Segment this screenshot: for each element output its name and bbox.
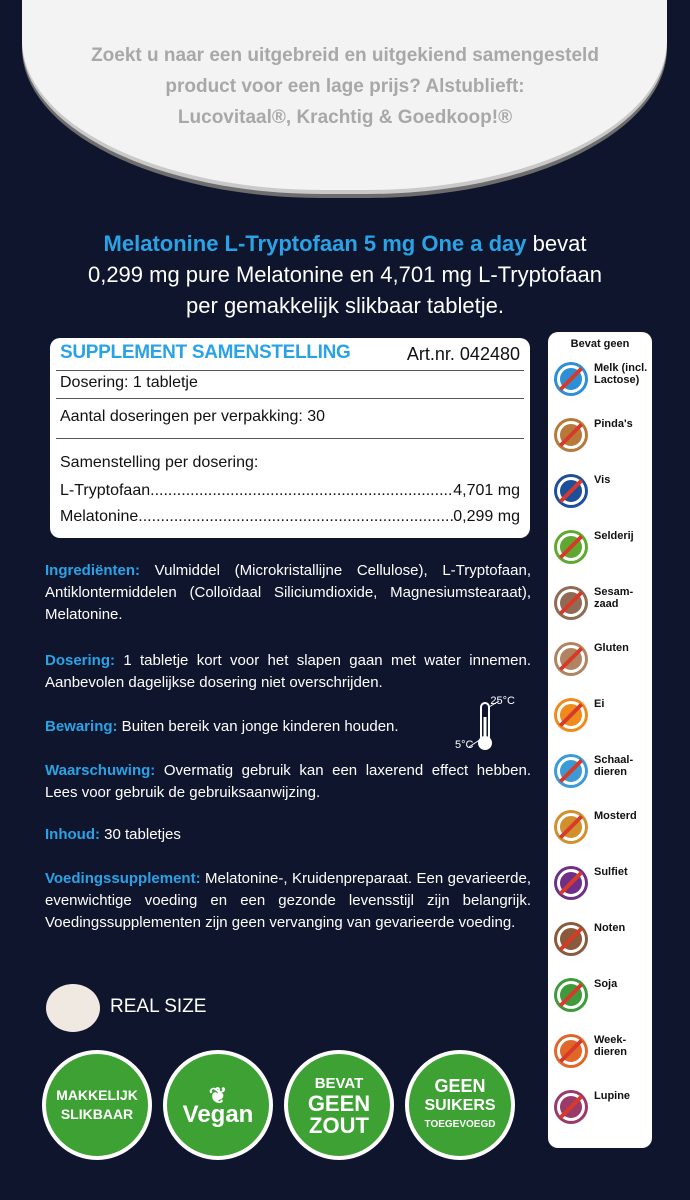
- slogan-line-2: product voor een lage prijs? Alstublieft:: [165, 76, 525, 97]
- section-text: 1 tabletje kort voor het slapen gaan met water innemen. Aanbevolen dagelijkse dosering niet overschrijden.: [45, 652, 531, 691]
- allergen-name: Selderij: [594, 530, 634, 542]
- headline-line-2: 0,299 mg pure Melatonine en 4,701 mg L-Tryptofaan: [87, 262, 603, 287]
- supplement-title: SUPPLEMENT SAMENSTELLING: [60, 342, 351, 363]
- leaf-icon: ❦: [208, 1083, 228, 1108]
- allergen-name: Ei: [594, 698, 605, 710]
- slogan: [40, 40, 650, 133]
- section-label: Voedingssupplement:: [45, 870, 201, 887]
- section-bewaring: [45, 716, 445, 738]
- allergen-crossed-icon: [554, 474, 588, 508]
- allergen-item: [554, 694, 650, 740]
- tablet-real-size-image: [46, 984, 100, 1032]
- section-text: Overmatig gebruik kan een laxerend effect hebben. Lees voor gebruik de gebruiksaanwijzing.: [45, 762, 531, 801]
- badge-makkelijk-slikbaar: [42, 1050, 152, 1160]
- thermometer-icon: [455, 695, 515, 755]
- allergen-crossed-icon: [554, 866, 588, 900]
- headline-line-3: per gemakkelijk slikbaar tabletje.: [186, 293, 504, 318]
- allergen-name: Schaal-dieren: [594, 754, 634, 778]
- slogan-line-3: Lucovitaal®, Krachtig & Goedkoop!®: [177, 107, 513, 128]
- allergen-item: [554, 806, 650, 852]
- allergen-name: Soja: [594, 978, 618, 990]
- allergen-item: [554, 750, 650, 796]
- allergen-name: Gluten: [594, 642, 629, 654]
- allergen-name: Mosterd: [594, 810, 637, 822]
- dot-leader: [138, 508, 453, 526]
- badge-line: GEEN: [307, 1090, 371, 1116]
- badge-line: GEEN: [434, 1075, 486, 1096]
- section-text: Buiten bereik van jonge kinderen houden.: [117, 718, 399, 735]
- badge-line: SLIKBAAR: [60, 1106, 134, 1122]
- badge-line: ZOUT: [309, 1112, 369, 1138]
- allergen-crossed-icon: [554, 754, 588, 788]
- allergen-crossed-icon: [554, 362, 588, 396]
- composition-name: Melatonine: [60, 508, 139, 525]
- temp-high: 25°C: [490, 695, 515, 707]
- allergen-name: Noten: [594, 922, 626, 934]
- composition-value: 0,299 mg: [453, 508, 520, 525]
- section-waarschuwing: [45, 760, 531, 804]
- divider: [56, 398, 524, 399]
- badge-line: TOEGEVOEGD: [424, 1118, 496, 1130]
- allergen-crossed-icon: [554, 586, 588, 620]
- allergen-item: [554, 526, 650, 572]
- section-text: Vulmiddel (Microkristallijne Cellulose), L-Tryptofaan, Antiklontermiddelen (Colloïdaal Siliciumdioxide, Magnesiumstearaat), Melatonine.: [45, 562, 531, 623]
- allergen-crossed-icon: [554, 978, 588, 1012]
- allergen-item: [554, 470, 650, 516]
- allergen-crossed-icon: [554, 530, 588, 564]
- allergen-name: Melk (incl. Lactose): [594, 362, 648, 386]
- allergen-name: Vis: [594, 474, 611, 486]
- allergen-crossed-icon: [554, 698, 588, 732]
- allergen-crossed-icon: [554, 1034, 588, 1068]
- badge-line: MAKKELIJK: [56, 1087, 138, 1103]
- product-name: Melatonine L-Tryptofaan 5 mg One a day: [103, 231, 527, 256]
- allergen-item: [554, 358, 650, 404]
- section-inhoud: [45, 824, 531, 846]
- product-headline: [20, 228, 670, 321]
- badge-bevat-geen-zout: [284, 1050, 394, 1160]
- allergen-name: Lupine: [594, 1090, 631, 1102]
- section-dosering: [45, 650, 531, 694]
- article-number: Art.nr. 042480: [406, 344, 520, 364]
- allergen-name: Sulfiet: [594, 866, 628, 878]
- divider: [56, 438, 524, 439]
- allergen-crossed-icon: [554, 642, 588, 676]
- section-label: Waarschuwing:: [45, 762, 156, 779]
- supplement-box: [50, 338, 530, 538]
- dosering-line: Dosering: 1 tabletje: [60, 374, 198, 391]
- allergen-header: Bevat geen: [570, 338, 630, 350]
- allergen-crossed-icon: [554, 418, 588, 452]
- badge-line: SUIKERS: [424, 1096, 496, 1114]
- allergen-item: [554, 918, 650, 964]
- supplement-title-row: [60, 342, 528, 370]
- allergen-item: [554, 862, 650, 908]
- divider: [56, 370, 524, 371]
- allergen-item: [554, 974, 650, 1020]
- allergen-crossed-icon: [554, 1090, 588, 1124]
- slogan-line-1: Zoekt u naar een uitgebreid en uitgekiend samengesteld: [91, 45, 599, 66]
- real-size-label: REAL SIZE: [110, 996, 207, 1017]
- allergen-crossed-icon: [554, 810, 588, 844]
- section-label: Ingrediënten:: [45, 562, 141, 579]
- section-text: 30 tabletjes: [99, 826, 181, 843]
- allergen-crossed-icon: [554, 922, 588, 956]
- aantal-line: Aantal doseringen per verpakking: 30: [60, 408, 326, 425]
- allergen-item: [554, 1086, 650, 1132]
- badge-geen-suikers: [405, 1050, 515, 1160]
- section-label: Bewaring:: [45, 718, 118, 735]
- allergen-name: Pinda's: [594, 418, 633, 430]
- allergen-name: Week-dieren: [594, 1034, 628, 1058]
- section-label: Inhoud:: [45, 826, 100, 843]
- section-voedingssupplement: [45, 868, 531, 934]
- badge-line: Vegan: [182, 1101, 254, 1128]
- section-text: Melatonine-, Kruidenpreparaat. Een gevarieerde, evenwichtige voeding en een gezonde levensstijl zijn belangrijk. Voedingssupplementen zijn geen vervanging van gevarieerde voeding.: [45, 870, 531, 931]
- section-label: Dosering:: [45, 652, 116, 669]
- allergen-item: [554, 638, 650, 684]
- samenstelling-line: Samenstelling per dosering:: [60, 454, 259, 471]
- allergen-item: [554, 582, 650, 628]
- composition-value: 4,701 mg: [453, 482, 520, 499]
- headline-bevat: bevat: [526, 231, 587, 256]
- badge-vegan: [163, 1050, 273, 1160]
- allergen-item: [554, 414, 650, 460]
- composition-name: L-Tryptofaan: [60, 482, 151, 499]
- allergen-item: [554, 1030, 650, 1076]
- dot-leader: [150, 482, 453, 500]
- composition-row: [60, 508, 520, 526]
- composition-row: [60, 482, 520, 500]
- allergen-panel: [548, 332, 652, 1148]
- badge-line: BEVAT: [314, 1074, 364, 1092]
- section-ingredienten: [45, 560, 531, 626]
- allergen-name: Sesam-zaad: [594, 586, 634, 610]
- temp-low: 5°C: [455, 739, 474, 751]
